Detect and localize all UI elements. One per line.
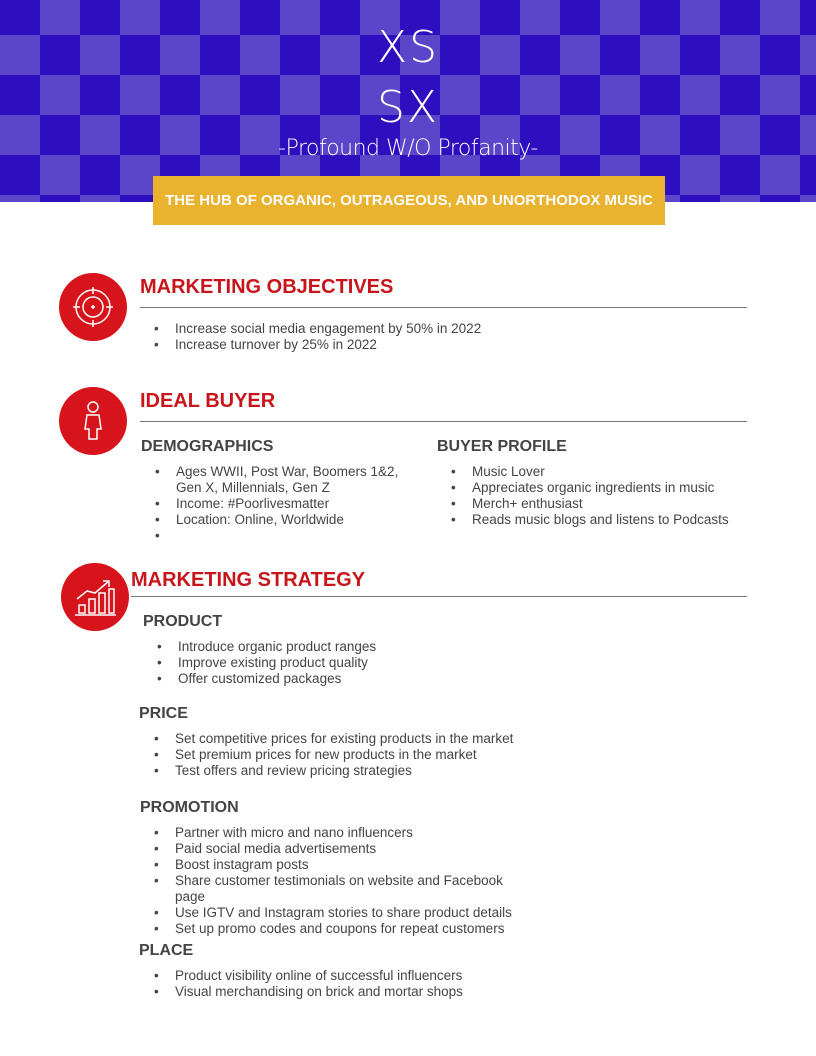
list-item: • Appreciates organic ingredients in music xyxy=(451,480,751,496)
list-item: • Set up promo codes and coupons for repeat customers xyxy=(154,921,526,937)
hub-banner xyxy=(153,176,665,225)
list-item: • Offer customized packages xyxy=(157,671,537,687)
buyer-profile-list xyxy=(451,464,751,528)
list-item: • Ages WWII, Post War, Boomers 1&2, Gen X, Millennials, Gen Z xyxy=(155,464,410,496)
list-item: • Location: Online, Worldwide xyxy=(155,512,410,528)
list-item: • Introduce organic product ranges xyxy=(157,639,537,655)
tagline: -Profound W/O Profanity- xyxy=(278,136,538,161)
list-item: • Reads music blogs and listens to Podcasts xyxy=(451,512,751,528)
list-item xyxy=(155,528,410,544)
list-item: • Set competitive prices for existing products in the market xyxy=(154,731,544,747)
list-item: • Set premium prices for new products in the market xyxy=(154,747,544,763)
objectives-divider xyxy=(140,307,747,308)
logo-text-bottom: SX xyxy=(376,82,440,133)
list-item: • Music Lover xyxy=(451,464,751,480)
strategy-divider xyxy=(131,596,747,597)
ideal-buyer-title: IDEAL BUYER xyxy=(140,390,276,412)
list-item: • Paid social media advertisements xyxy=(154,841,526,857)
list-item: • Use IGTV and Instagram stories to share product details xyxy=(154,905,526,921)
list-item: • Test offers and review pricing strategies xyxy=(154,763,544,779)
demographics-title: DEMOGRAPHICS xyxy=(141,438,274,455)
hub-text: THE HUB OF ORGANIC, OUTRAGEOUS, AND UNORTHODOX MUSIC xyxy=(165,192,653,209)
promotion-list xyxy=(154,825,526,937)
list-item: • Boost instagram posts xyxy=(154,857,526,873)
product-list xyxy=(157,639,537,687)
logo-text-top: XS xyxy=(376,22,440,73)
demographics-list xyxy=(155,464,410,544)
list-item: • Income: #Poorlivesmatter xyxy=(155,496,410,512)
place-title: PLACE xyxy=(139,942,194,959)
person-icon xyxy=(59,387,127,455)
list-item: • Improve existing product quality xyxy=(157,655,537,671)
list-item: • Product visibility online of successful influencers xyxy=(154,968,544,984)
product-title: PRODUCT xyxy=(143,613,223,630)
place-list xyxy=(154,968,544,1000)
list-item: • Share customer testimonials on website and Facebook page xyxy=(154,873,526,905)
list-item: • Visual merchandising on brick and mortar shops xyxy=(154,984,544,1000)
price-title: PRICE xyxy=(139,705,188,722)
list-item: • Merch+ enthusiast xyxy=(451,496,751,512)
strategy-title: MARKETING STRATEGY xyxy=(131,569,366,591)
list-item: • Partner with micro and nano influencers xyxy=(154,825,526,841)
growth-chart-icon xyxy=(61,563,129,631)
list-item: • Increase social media engagement by 50% in 2022 xyxy=(154,321,714,337)
buyer-profile-title: BUYER PROFILE xyxy=(437,438,567,455)
objectives-list xyxy=(154,321,714,353)
ideal-buyer-divider xyxy=(140,421,747,422)
objectives-title: MARKETING OBJECTIVES xyxy=(140,276,394,298)
list-item: • Increase turnover by 25% in 2022 xyxy=(154,337,714,353)
price-list xyxy=(154,731,544,779)
target-icon xyxy=(59,273,127,341)
promotion-title: PROMOTION xyxy=(140,799,239,816)
